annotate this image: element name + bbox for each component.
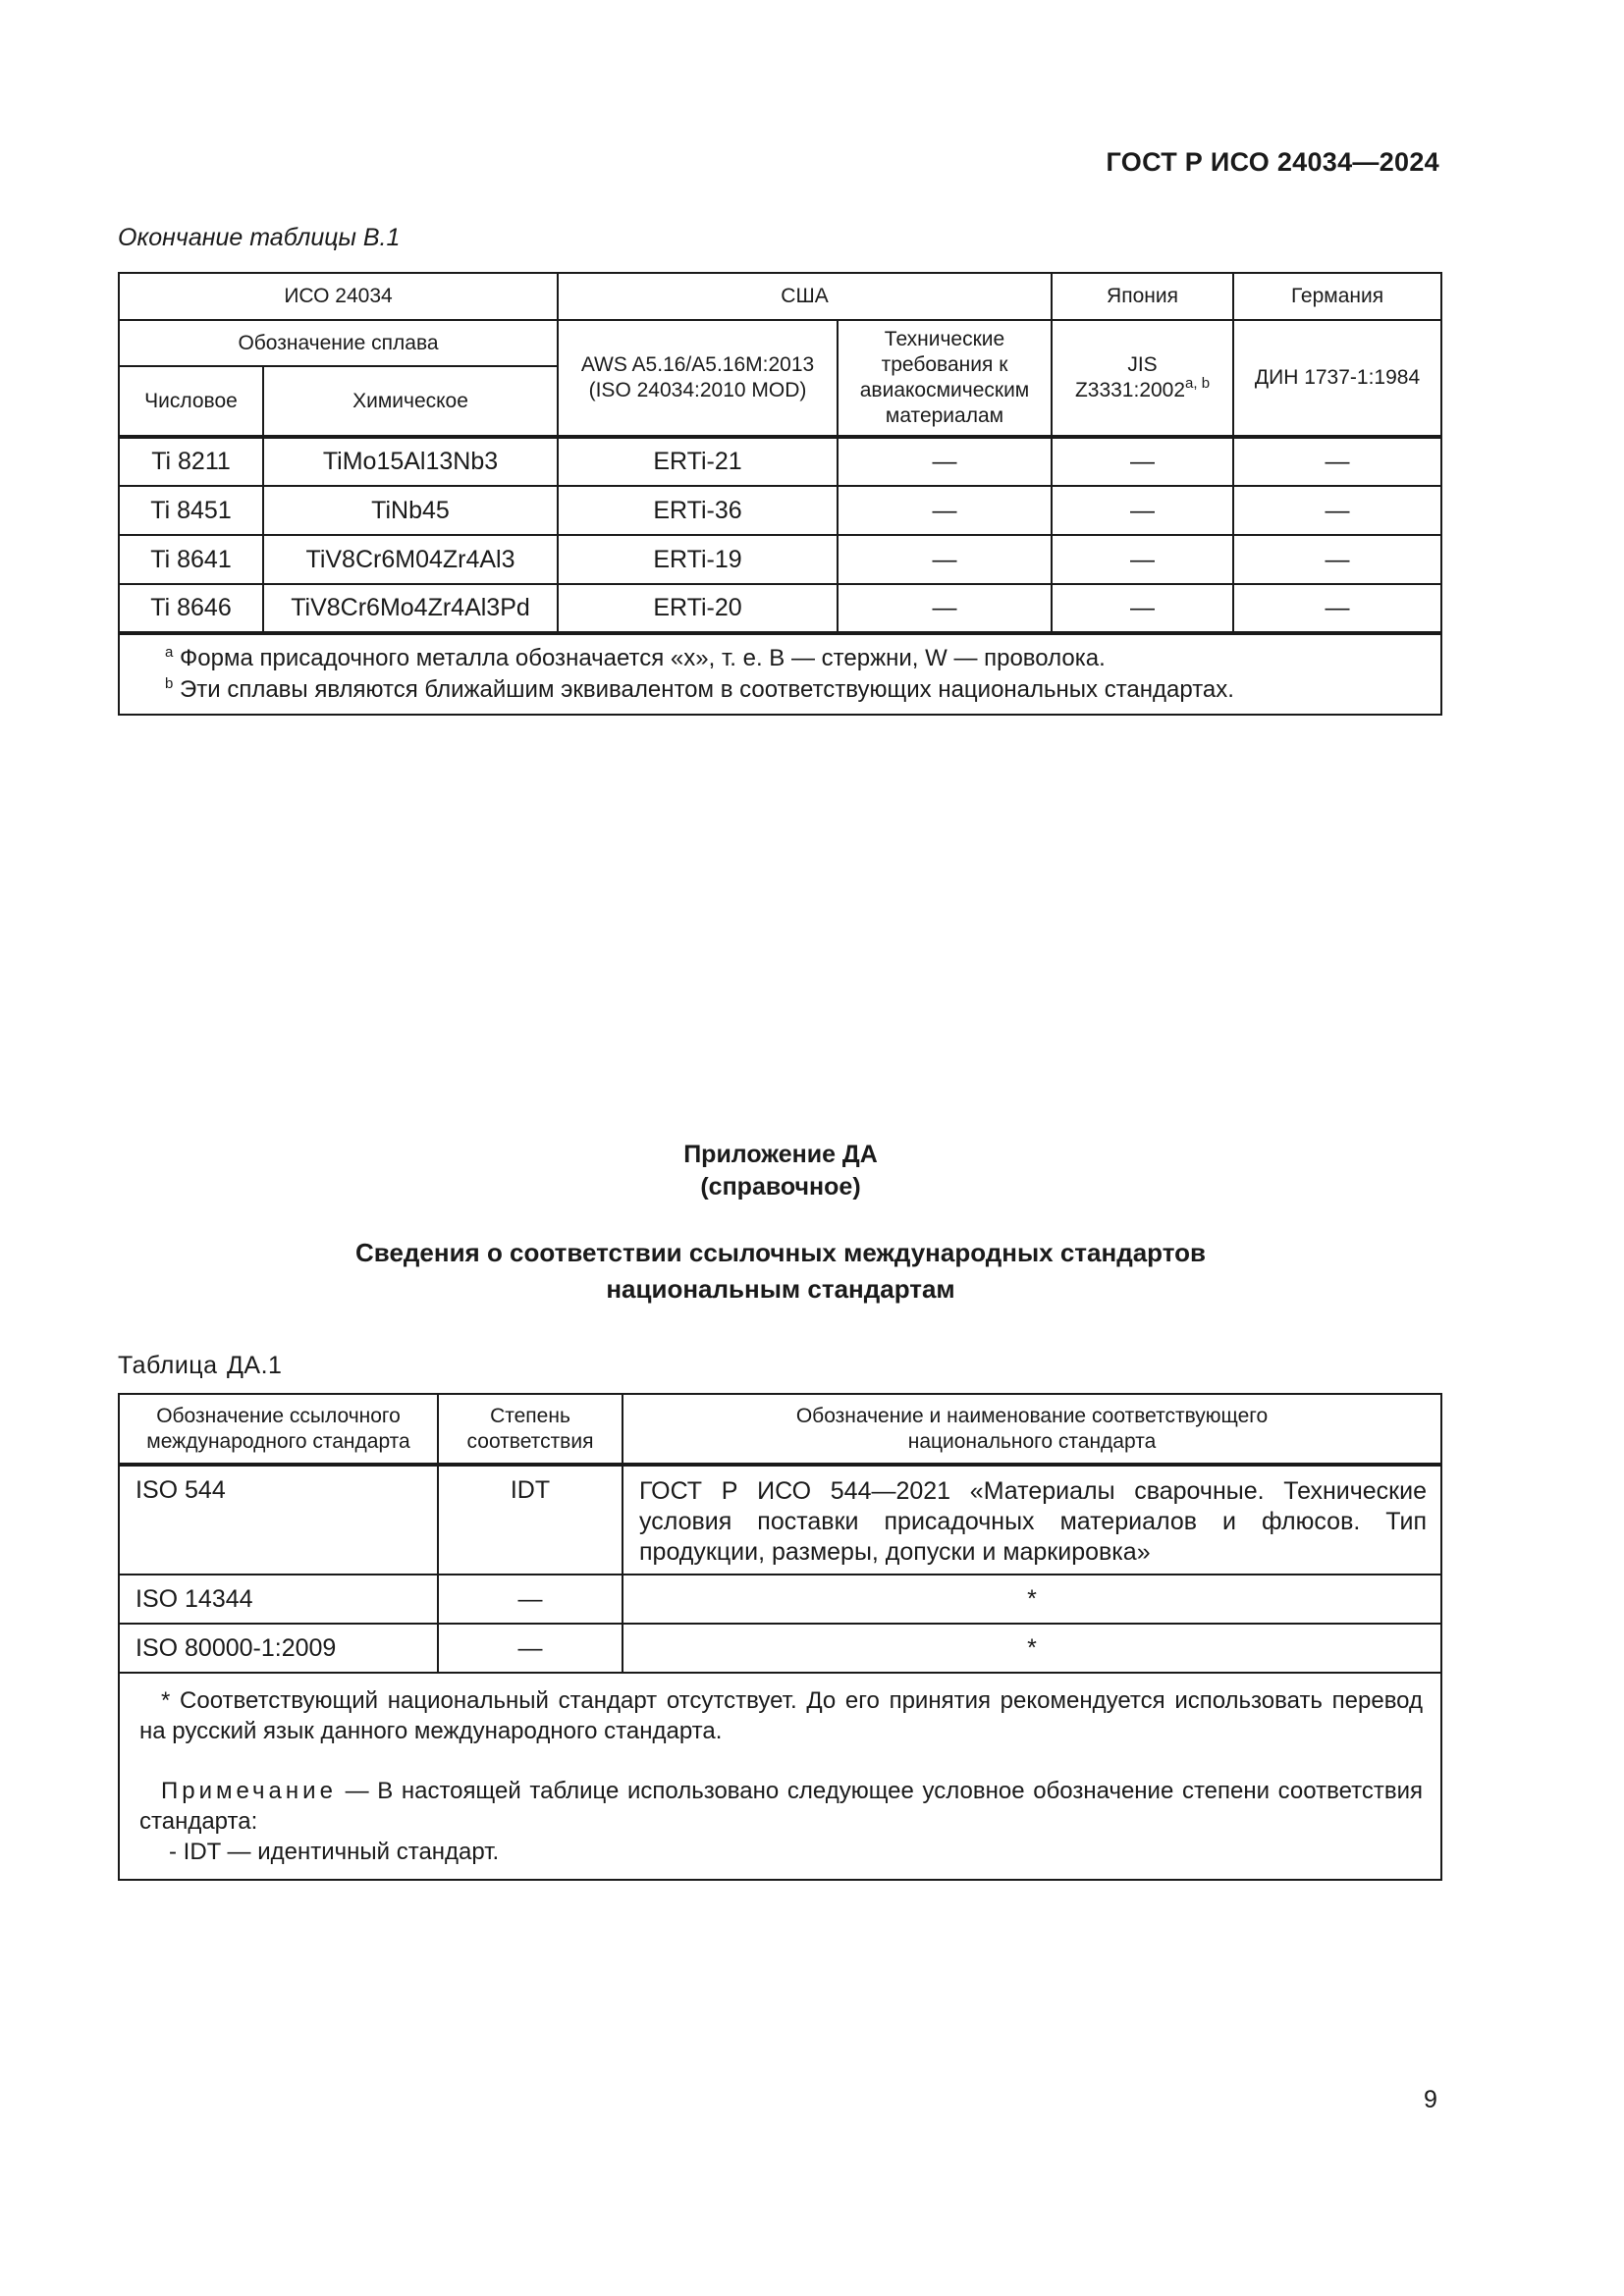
national-standard-header: Обозначение и наименование соответствующего национального стандарта	[623, 1394, 1441, 1465]
table-b1-notes	[119, 633, 1441, 715]
note-item: - IDT — идентичный стандарт.	[169, 1839, 500, 1865]
table-da1-notes	[119, 1673, 1441, 1880]
table-row: Ti 8451 TiNb45 ERTi-36 — — —	[119, 486, 1441, 535]
chemical-header: Химическое	[263, 366, 558, 437]
table-b1-caption: Окончание таблицы В.1	[118, 224, 401, 251]
col-iso-header: ИСО 24034	[119, 273, 558, 320]
page-number: 9	[1424, 2086, 1437, 2113]
annex-heading: Сведения о соответствии ссылочных международных стандартов национальным стандартам	[355, 1238, 1206, 1304]
col-usa-header: США	[558, 273, 1052, 320]
note: Примечание — В настоящей таблице использовано следующее условное обозначение степени соответствия стандарта:	[139, 1778, 1423, 1835]
table-row: Ti 8641 TiV8Cr6M04Zr4Al3 ERTi-19 — — —	[119, 535, 1441, 584]
jis-footnote-mark: a, b	[1185, 375, 1211, 392]
table-row: Ti 8646 TiV8Cr6Mo4Zr4Al3Pd ERTi-20 — — —	[119, 584, 1441, 633]
note-b: $^b$ Эти сплавы являются ближайшим эквивалентом в соответствующих национальных стандартах.	[165, 675, 1234, 703]
table-da1-caption: Таблица ДА.1	[118, 1352, 283, 1379]
din-header: ДИН 1737-1:1984	[1233, 320, 1441, 437]
table-da1	[118, 1393, 1442, 1881]
jis-header: JIS Z3331:2002$^{a, b}$	[1052, 320, 1233, 437]
col-japan-header: Япония	[1052, 273, 1233, 320]
degree-header: Степень соответствия	[438, 1394, 623, 1465]
table-b1	[118, 272, 1442, 716]
table-row: ISO 80000-1:2009 — *	[119, 1624, 1441, 1673]
table-row: ISO 544 IDT ГОСТ Р ИСО 544—2021 «Материалы сварочные. Технические условия поставки присадочных материалов и флюсов. Тип продукции, размеры, допуски и маркировка»	[119, 1465, 1441, 1575]
note-a: $^a$ Форма присадочного металла обозначается «х», т. е. В — стержни, W — проволока.	[165, 644, 1106, 671]
aws-header: AWS A5.16/A5.16M:2013 (ISO 24034:2010 MOD)	[558, 320, 838, 437]
col-germany-header: Германия	[1233, 273, 1441, 320]
table-row: ISO 14344 — *	[119, 1575, 1441, 1624]
document-header: ГОСТ Р ИСО 24034—2024	[1106, 147, 1439, 177]
footnote: * Соответствующий национальный стандарт отсутствует. До его принятия рекомендуется использовать перевод на русский язык данного международного стандарта.	[139, 1687, 1423, 1744]
ref-standard-header: Обозначение ссылочного международного стандарта	[119, 1394, 438, 1465]
aero-header: Технические требования к авиакосмическим материалам	[838, 320, 1052, 437]
alloy-designation-header: Обозначение сплава	[119, 320, 558, 366]
annex-title: Приложение ДА (справочное)	[683, 1141, 878, 1201]
table-row: Ti 8211 TiMo15Al13Nb3 ERTi-21 — — —	[119, 437, 1441, 486]
numeric-header: Числовое	[119, 366, 263, 437]
